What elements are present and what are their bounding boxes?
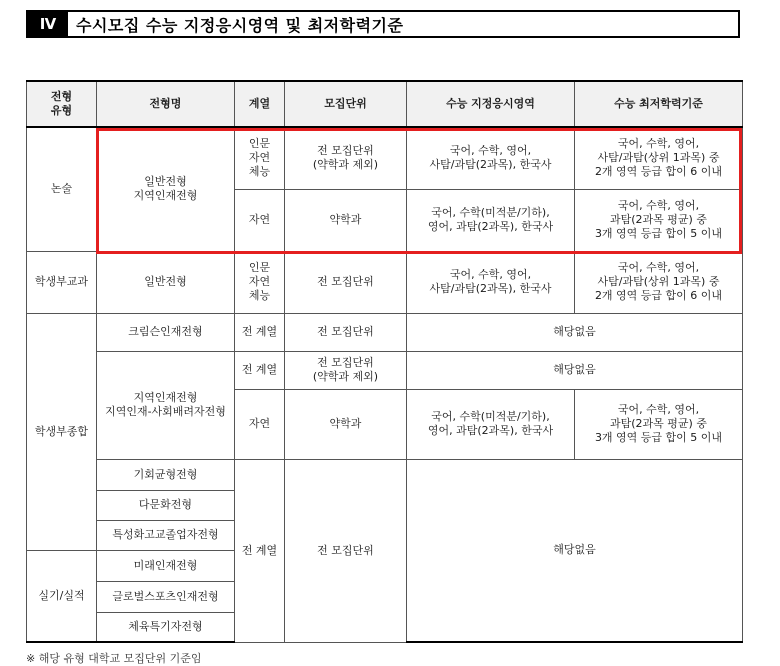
table-header-row [27, 81, 743, 127]
cell-name: 일반전형 [97, 251, 235, 313]
cell-track: 자연 [235, 389, 285, 459]
cell-minimum: 국어, 수학, 영어, 과탐(2과목 평균) 중 3개 영역 등급 합이 5 이내 [575, 189, 743, 251]
header-track: 계열 [235, 81, 285, 127]
section-title-bar [26, 10, 740, 38]
cell-not-applicable: 해당없음 [407, 351, 743, 389]
cell-unit: 전 모집단위 [285, 251, 407, 313]
cell-track: 인문 자연 체능 [235, 251, 285, 313]
header-minimum: 수능 최저학력기준 [575, 81, 743, 127]
cell-track: 전 계열 [235, 351, 285, 389]
cell-area: 국어, 수학(미적분/기하), 영어, 과탐(2과목), 한국사 [407, 189, 575, 251]
cell-unit: 약학과 [285, 189, 407, 251]
table-row [27, 313, 743, 351]
cell-minimum: 국어, 수학, 영어, 사탐/과탐(상위 1과목) 중 2개 영역 등급 합이 6 이내 [575, 127, 743, 189]
cell-name: 미래인재전형 [97, 550, 235, 581]
table-row [27, 251, 743, 313]
section-title: 수시모집 수능 지정응시영역 및 최저학력기준 [76, 15, 404, 35]
cell-type-jonghap: 학생부종합 [27, 313, 97, 550]
section-number: Ⅳ [28, 12, 68, 36]
cell-name-nonsul: 일반전형 지역인재전형 [97, 127, 235, 251]
table-row [27, 127, 743, 189]
cell-area: 국어, 수학, 영어, 사탐/과탐(2과목), 한국사 [407, 251, 575, 313]
cell-name: 글로벌스포츠인재전형 [97, 581, 235, 612]
cell-unit: 전 모집단위 (약학과 제외) [285, 127, 407, 189]
cell-track: 전 계열 [235, 313, 285, 351]
cell-area: 국어, 수학, 영어, 사탐/과탐(2과목), 한국사 [407, 127, 575, 189]
cell-minimum: 국어, 수학, 영어, 사탐/과탐(상위 1과목) 중 2개 영역 등급 합이 6 이내 [575, 251, 743, 313]
cell-not-applicable: 해당없음 [407, 459, 743, 642]
table-row [27, 351, 743, 389]
header-unit: 모집단위 [285, 81, 407, 127]
cell-name: 크림슨인재전형 [97, 313, 235, 351]
cell-name: 기회균형전형 [97, 459, 235, 490]
cell-not-applicable: 해당없음 [407, 313, 743, 351]
header-area: 수능 지정응시영역 [407, 81, 575, 127]
table-row [27, 459, 743, 490]
cell-unit: 전 모집단위 [285, 313, 407, 351]
cell-name: 다문화전형 [97, 490, 235, 520]
cell-track: 자연 [235, 189, 285, 251]
cell-type-gyogwa: 학생부교과 [27, 251, 97, 313]
cell-area: 국어, 수학(미적분/기하), 영어, 과탐(2과목), 한국사 [407, 389, 575, 459]
admission-criteria-table [26, 80, 743, 643]
cell-unit-common: 전 모집단위 [285, 459, 407, 642]
cell-unit: 약학과 [285, 389, 407, 459]
cell-track-common: 전 계열 [235, 459, 285, 642]
cell-name: 특성화고교졸업자전형 [97, 520, 235, 550]
cell-unit: 전 모집단위 (약학과 제외) [285, 351, 407, 389]
cell-name: 지역인재전형 지역인재-사회배려자전형 [97, 351, 235, 459]
cell-type-silgi: 실기/실적 [27, 550, 97, 642]
cell-track: 인문 자연 체능 [235, 127, 285, 189]
header-name: 전형명 [97, 81, 235, 127]
cell-type-nonsul: 논술 [27, 127, 97, 251]
header-type: 전형 유형 [27, 81, 97, 127]
footnote: ※ 해당 유형 대학교 모집단위 기준임 [26, 652, 202, 665]
cell-name: 체육특기자전형 [97, 612, 235, 642]
cell-minimum: 국어, 수학, 영어, 과탐(2과목 평균) 중 3개 영역 등급 합이 5 이내 [575, 389, 743, 459]
